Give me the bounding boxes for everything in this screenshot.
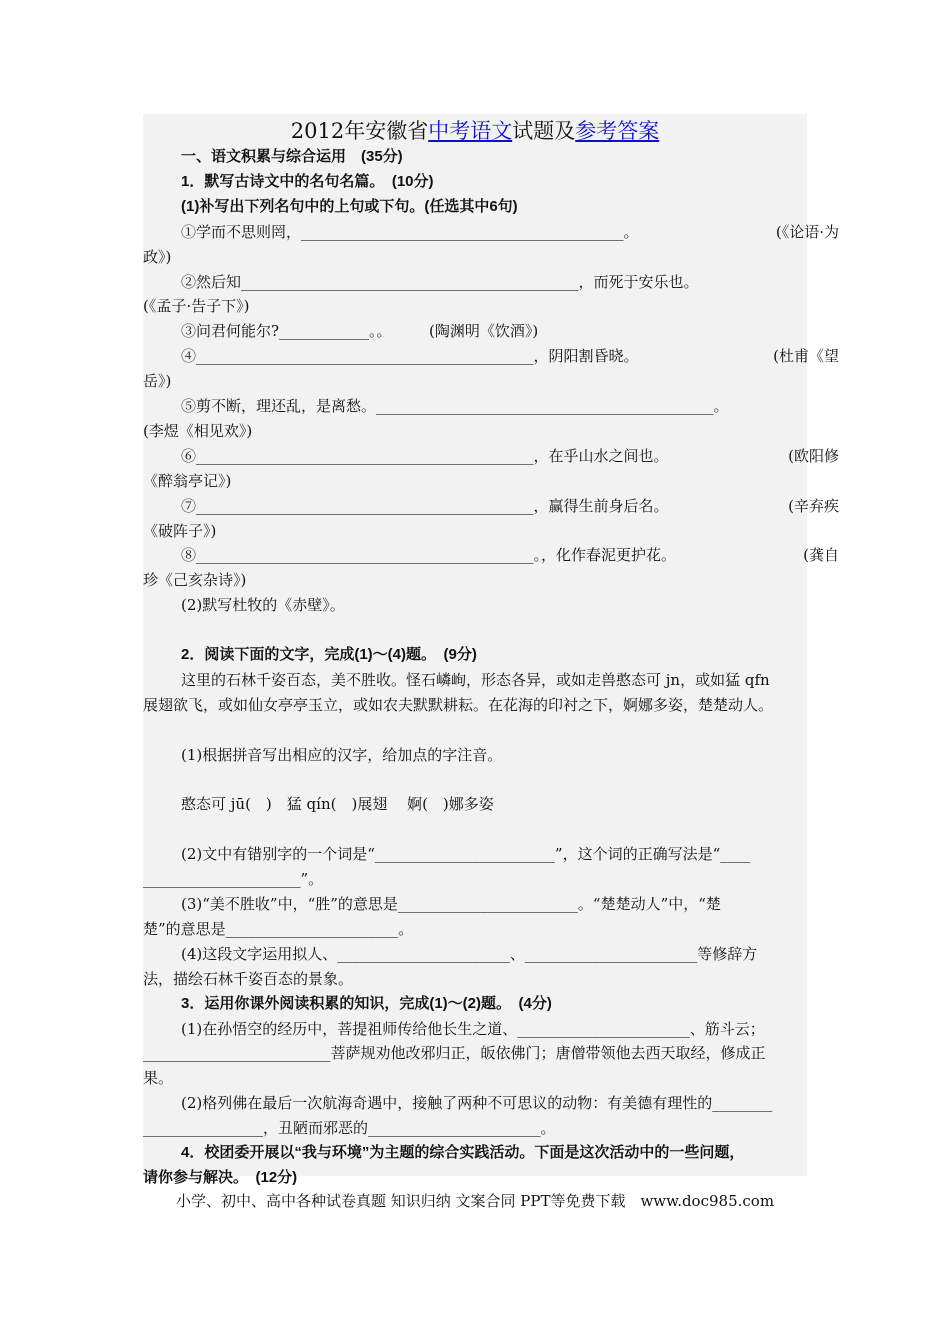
text-line: [143, 320, 845, 342]
line-text: ⑤剪不断，理还乱，是离愁。_____________________________________________。: [181, 397, 729, 415]
title-link-answers[interactable]: 参考答案: [575, 119, 660, 143]
text-line: [143, 171, 845, 193]
text-line: [143, 943, 845, 965]
text-line: [143, 569, 807, 591]
line-text: 1．默写古诗文中的名句名篇。 (10分): [181, 172, 434, 190]
text-line: [143, 893, 845, 915]
text-line: [143, 1067, 807, 1089]
line-text: 展翅欲飞，或如仙女亭亭玉立，或如农夫默默耕耘。在花海的印衬之下，婀娜多姿，楚楚动人。: [143, 695, 774, 714]
title-middle: 试题及: [512, 119, 576, 143]
text-line: [143, 744, 845, 766]
line-source-citation: (欧阳修: [788, 446, 839, 465]
line-text: ⑥_____________________________________________，在乎山水之间也。: [181, 446, 669, 465]
line-text: 法，描绘石林千姿百态的景象。: [143, 969, 354, 988]
title-prefix: 2012年安徽省: [290, 119, 429, 143]
text-line: [143, 520, 807, 542]
text-line: [143, 1142, 845, 1164]
text-line: [143, 544, 845, 566]
title-link-zhongkao-yuwen[interactable]: 中考语文: [428, 119, 513, 143]
line-text: 政》): [143, 247, 172, 266]
text-line: [143, 246, 807, 268]
text-line: [143, 1018, 845, 1040]
text-line: [143, 196, 845, 218]
line-text: (1)在孙悟空的经历中，菩提祖师传给他长生之道、_______________________、筋斗云；: [181, 1019, 765, 1038]
text-line: [143, 370, 807, 392]
line-text: 岳》): [143, 372, 172, 391]
line-text: 这里的石林千姿百态，美不胜收。怪石嶙峋，形态各异，或如走兽憨态可 jn，或如猛 qfn: [181, 670, 770, 689]
text-line: [143, 445, 845, 467]
line-text: ⑧_____________________________________________。，化作春泥更护花。: [181, 546, 677, 565]
line-text: ②然后知_____________________________________________，而死于安乐也。: [181, 272, 699, 291]
line-text: ③问君何能尔?____________。。 (陶渊明《饮酒》): [181, 322, 539, 341]
document-title: [143, 116, 807, 146]
text-line: [143, 1117, 807, 1139]
text-line: [143, 993, 845, 1015]
line-text: 2．阅读下面的文字，完成(1)～(4)题。 (9分): [181, 646, 477, 663]
text-line: [143, 594, 845, 616]
line-text: (李煜《相见欢》): [143, 421, 253, 440]
line-source-citation: (辛弃疾: [788, 496, 839, 515]
line-text: ④_____________________________________________，阴阳割昏晓。: [181, 347, 639, 366]
line-source-citation: (龚自: [803, 546, 839, 565]
page-footer: 小学、初中、高中各种试卷真题 知识归纳 文案合同 PPT等免费下载 www.doc985.com: [175, 1192, 775, 1210]
line-text: 《醉翁亭记》): [143, 471, 232, 490]
text-line: [143, 843, 845, 865]
text-line: [143, 295, 807, 317]
text-line: [143, 420, 807, 442]
line-text: 请你参与解决。 (12分): [143, 1168, 298, 1186]
text-line: [143, 495, 845, 517]
text-line: [143, 1167, 807, 1189]
text-line: [143, 470, 807, 492]
line-text: ________________，丑陋而邪恶的_______________________。: [143, 1119, 556, 1138]
line-text: 楚”的意思是_______________________。: [143, 919, 414, 938]
line-source-citation: (杜甫《望: [773, 347, 839, 366]
text-line: [143, 694, 807, 716]
text-line: [143, 345, 845, 367]
text-line: [143, 1092, 845, 1114]
line-text: _________________________菩萨规劝他改邪归正，皈依佛门；唐僧带领他去西天取经，修成正: [143, 1044, 766, 1063]
line-text: 一、语文积累与综合运用 (35分): [181, 148, 403, 165]
line-text: 果。: [143, 1069, 174, 1088]
line-text: (3)“美不胜收”中，“胜”的意思是________________________。“楚楚动人”中，“楚: [181, 895, 721, 913]
line-text: 《破阵子》): [143, 521, 217, 540]
text-line: [143, 918, 807, 940]
text-line: [143, 146, 845, 168]
line-text: (2)格列佛在最后一次航海奇遇中，接触了两种不可思议的动物：有美德有理性的________: [181, 1094, 773, 1113]
line-text: (1)补写出下列名句中的上句或下句。(任选其中6句): [181, 197, 518, 215]
document-page: [143, 114, 839, 1186]
line-text: ①学而不思则罔，___________________________________________。: [181, 222, 639, 241]
line-text: (4)这段文字运用拟人、_______________________、_______________________等修辞方: [181, 944, 758, 963]
text-line: [143, 793, 845, 815]
text-line: [143, 968, 807, 990]
line-text: 珍《己亥杂诗》): [143, 571, 247, 590]
line-source-citation: (《论语·为: [775, 222, 839, 241]
line-text: 4．校团委开展以“我与环境”为主题的综合实践活动。下面是这次活动中的一些问题，: [181, 1144, 745, 1161]
line-text: 3．运用你课外阅读积累的知识，完成(1)～(2)题。 (4分): [181, 994, 552, 1012]
text-line: [143, 395, 845, 417]
line-text: (2)文中有错别字的一个词是“________________________”，这个词的正确写法是“____: [181, 845, 751, 864]
line-text: ⑦_____________________________________________，赢得生前身后名。: [181, 496, 669, 515]
line-text: (《孟子·告子下》): [143, 297, 250, 316]
line-text: (1)根据拼音写出相应的汉字，给加点的字注音。: [181, 745, 503, 764]
text-line: [143, 868, 807, 890]
text-line: [143, 271, 845, 293]
line-text: 憨态可 jū( ) 猛 qín( )展翅 婀( )娜多姿: [181, 795, 494, 814]
text-line: [143, 1042, 807, 1064]
line-text: _____________________”。: [143, 870, 324, 889]
text-line: [143, 669, 845, 691]
text-line: [143, 221, 845, 243]
line-text: (2)默写杜牧的《赤壁》。: [181, 596, 345, 615]
text-line: [143, 644, 845, 666]
